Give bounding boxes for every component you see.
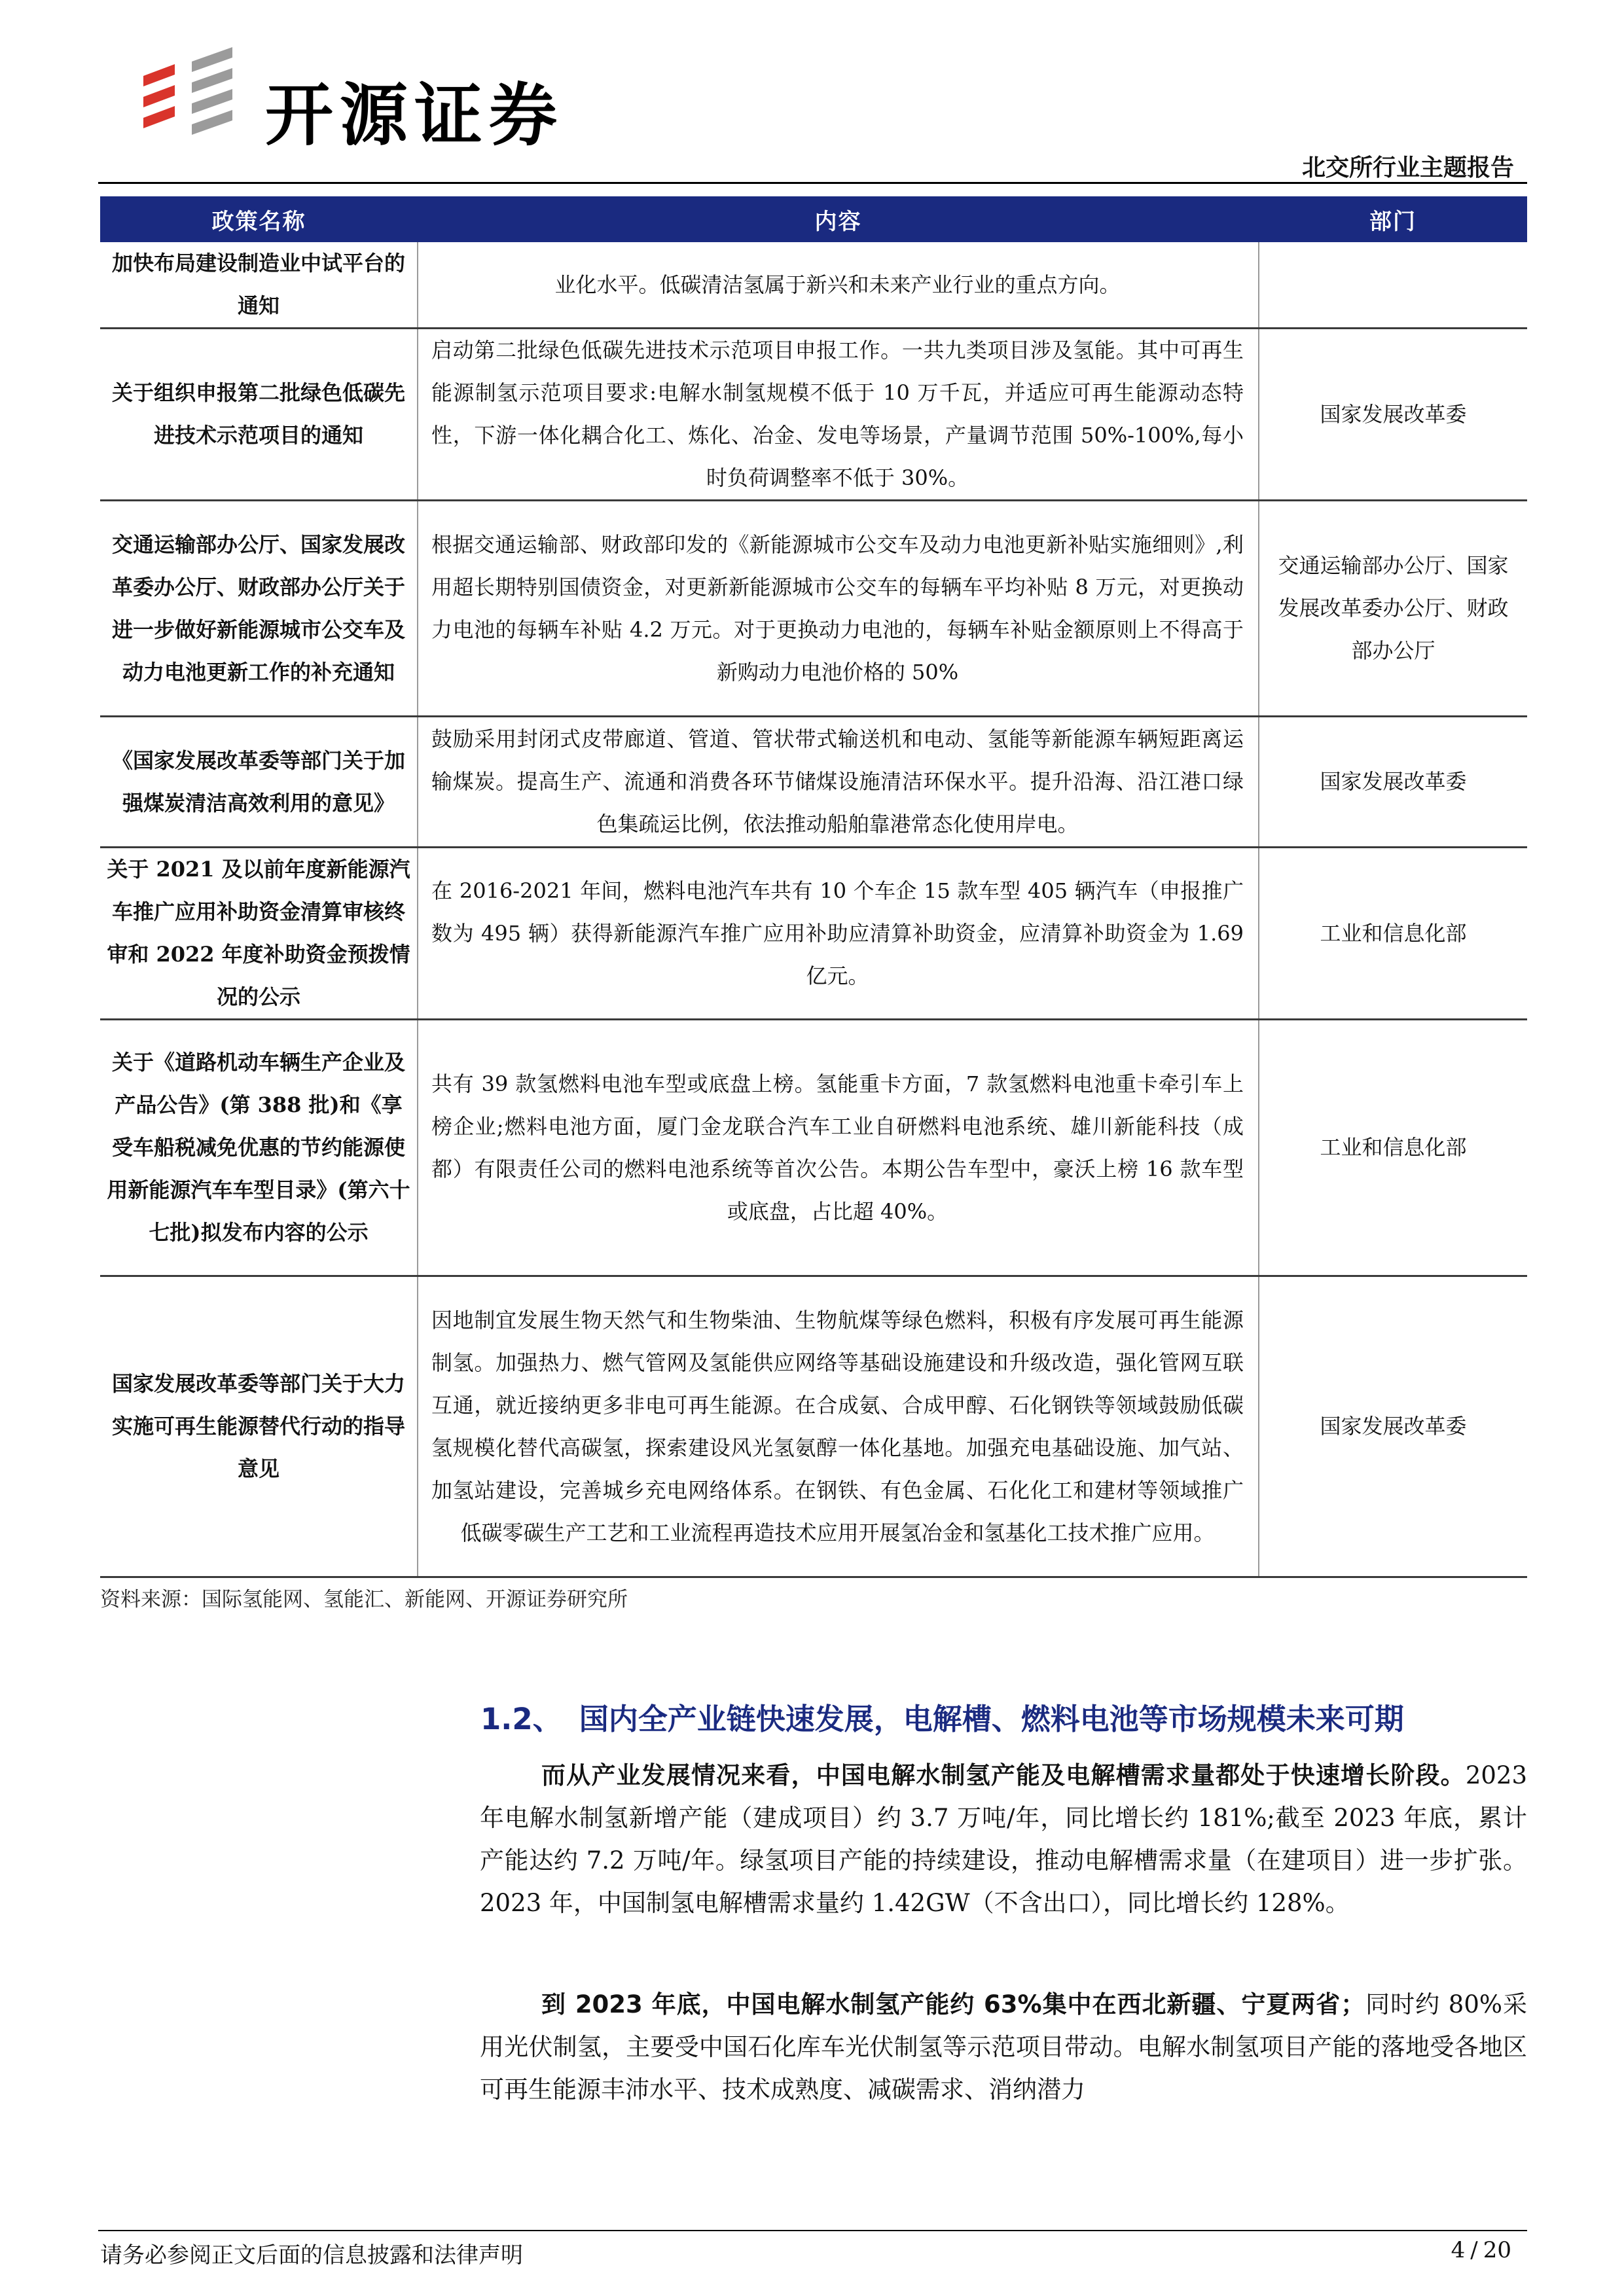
policy-content: 鼓励采用封闭式皮带廊道、管道、管状带式输送机和电动、氢能等新能源车辆短距离运输煤炭。提高生产、流通和消费各环节储煤设施清洁环保水平。提升沿海、沿江港口绿色集疏运比例，依法推动船舶靠港常态化使用岸电。: [418, 717, 1259, 848]
company-logo: [134, 47, 605, 155]
section-heading: [480, 1695, 1404, 1738]
policy-department: 国家发展改革委: [1259, 329, 1527, 501]
policy-name: 国家发展改革委等部门关于大力实施可再生能源替代行动的指导意见: [100, 1276, 418, 1577]
table-row: [100, 329, 1527, 501]
table-source-note: 资料来源：国际氢能网、氢能汇、新能网、开源证券研究所: [100, 1588, 628, 1611]
policy-content: 共有 39 款氢燃料电池车型或底盘上榜。氢能重卡方面，7 款氢燃料电池重卡牵引车上榜企业;燃料电池方面，厦门金龙联合汽车工业自研燃料电池系统、雄川新能科技（成都）有限责任公司的燃料电池系统等首次公告。本期公告车型中，豪沃上榜 16 款车型或底盘，占比超 40%。: [418, 1020, 1259, 1276]
header-content: 内容: [418, 196, 1259, 242]
header-department: 部门: [1259, 196, 1527, 242]
policy-content: 业化水平。低碳清洁氢属于新兴和未来产业行业的重点方向。: [418, 242, 1259, 329]
footer-disclaimer: 请务必参阅正文后面的信息披露和法律声明: [100, 2242, 523, 2269]
policy-content: 启动第二批绿色低碳先进技术示范项目申报工作。一共九类项目涉及氢能。其中可再生能源制氢示范项目要求:电解水制氢规模不低于 10 万千瓦，并适应可再生能源动态特性，下游一体化耦合化工、炼化、冶金、发电等场景，产量调节范围 50%-100%,每小时负荷调整率不低于 30%。: [418, 329, 1259, 501]
policy-department: 国家发展改革委: [1259, 1276, 1527, 1577]
table-header-row: [100, 196, 1527, 242]
policy-content: 因地制宜发展生物天然气和生物柴油、生物航煤等绿色燃料，积极有序发展可再生能源制氢。加强热力、燃气管网及氢能供应网络等基础设施建设和升级改造，强化管网互联互通，就近接纳更多非电可再生能源。在合成氨、合成甲醇、石化钢铁等领域鼓励低碳氢规模化替代高碳氢，探索建设风光氢氨醇一体化基地。加强充电基础设施、加气站、加氢站建设，完善城乡充电网络体系。在钢铁、有色金属、石化化工和建材等领域推广低碳零碳生产工艺和工业流程再造技术应用开展氢冶金和氢基化工技术推广应用。: [418, 1276, 1259, 1577]
body-paragraph: [480, 1983, 1527, 2111]
policy-name: 关于《道路机动车辆生产企业及产品公告》(第 388 批)和《享受车船税减免优惠的节约能源使用新能源汽车车型目录》(第六十七批)拟发布内容的公示: [100, 1020, 418, 1276]
logo-mark-icon: [134, 47, 245, 145]
table-row: [100, 1276, 1527, 1577]
report-type: 北交所行业主题报告: [1301, 154, 1514, 181]
policy-name: 关于 2021 及以前年度新能源汽车推广应用补助资金清算审核终审和 2022 年度补助资金预拨情况的公示: [100, 848, 418, 1020]
table-row: [100, 1020, 1527, 1276]
table-row: [100, 501, 1527, 717]
policy-table: [100, 196, 1527, 1578]
paragraph-lead: 而从产业发展情况来看，中国电解水制氢产能及电解槽需求量都处于快速增长阶段。: [541, 1761, 1466, 1789]
policy-name: 关于组织申报第二批绿色低碳先进技术示范项目的通知: [100, 329, 418, 501]
paragraph-body: 2023 年电解水制氢新增产能（建成项目）约 3.7 万吨/年，同比增长约 181%;截至 2023 年底，累计产能达约 7.2 万吨/年。绿氢项目产能的持续建设，推动电解槽需求量（在建项目）进一步扩张。2023 年，中国制氢电解槽需求量约 1.42GW（不含出口），同比增长约 128%。: [480, 1761, 1527, 1917]
policy-department: 工业和信息化部: [1259, 848, 1527, 1020]
table-row: [100, 848, 1527, 1020]
footer-divider: [98, 2230, 1527, 2231]
paragraph-lead: 到 2023 年底，中国电解水制氢产能约 63%集中在西北新疆、宁夏两省；: [541, 1990, 1365, 2018]
policy-name: 交通运输部办公厅、国家发展改革委办公厅、财政部办公厅关于进一步做好新能源城市公交车及动力电池更新工作的补充通知: [100, 501, 418, 717]
table-row: [100, 717, 1527, 848]
header-divider: [98, 182, 1527, 184]
page-number: [1449, 2237, 1514, 2263]
page-separator: /: [1470, 2237, 1478, 2263]
section-number: 1.2、: [480, 1702, 562, 1736]
section-title: 国内全产业链快速发展，电解槽、燃料电池等市场规模未来可期: [579, 1702, 1404, 1736]
policy-name: 《国家发展改革委等部门关于加强煤炭清洁高效利用的意见》: [100, 717, 418, 848]
body-paragraph: [480, 1754, 1527, 1924]
paragraph-body: 同时约 80%采用光伏制氢，主要受中国石化库车光伏制氢等示范项目带动。电解水制氢项目产能的落地受各地区可再生能源丰沛水平、技术成熟度、减碳需求、消纳潜力: [480, 1990, 1528, 2104]
table-row: [100, 242, 1527, 329]
header-policy-name: 政策名称: [100, 196, 418, 242]
policy-department: 交通运输部办公厅、国家发展改革委办公厅、财政部办公厅: [1259, 501, 1527, 717]
policy-name: 加快布局建设制造业中试平台的通知: [100, 242, 418, 329]
policy-content: 在 2016-2021 年间，燃料电池汽车共有 10 个车企 15 款车型 405 辆汽车（申报推广数为 495 辆）获得新能源汽车推广应用补助应清算补助资金，应清算补助资金为 1.69 亿元。: [418, 848, 1259, 1020]
policy-department: [1259, 242, 1527, 329]
policy-department: 国家发展改革委: [1259, 717, 1527, 848]
brand-name: 开源证券: [265, 75, 564, 155]
policy-content: 根据交通运输部、财政部印发的《新能源城市公交车及动力电池更新补贴实施细则》,利用超长期特别国债资金，对更新新能源城市公交车的每辆车平均补贴 8 万元，对更换动力电池的每辆车补贴 4.2 万元。对于更换动力电池的，每辆车补贴金额原则上不得高于新购动力电池价格的 50%: [418, 501, 1259, 717]
page-current: 4: [1451, 2237, 1466, 2263]
page-total: 20: [1483, 2237, 1511, 2263]
policy-department: 工业和信息化部: [1259, 1020, 1527, 1276]
